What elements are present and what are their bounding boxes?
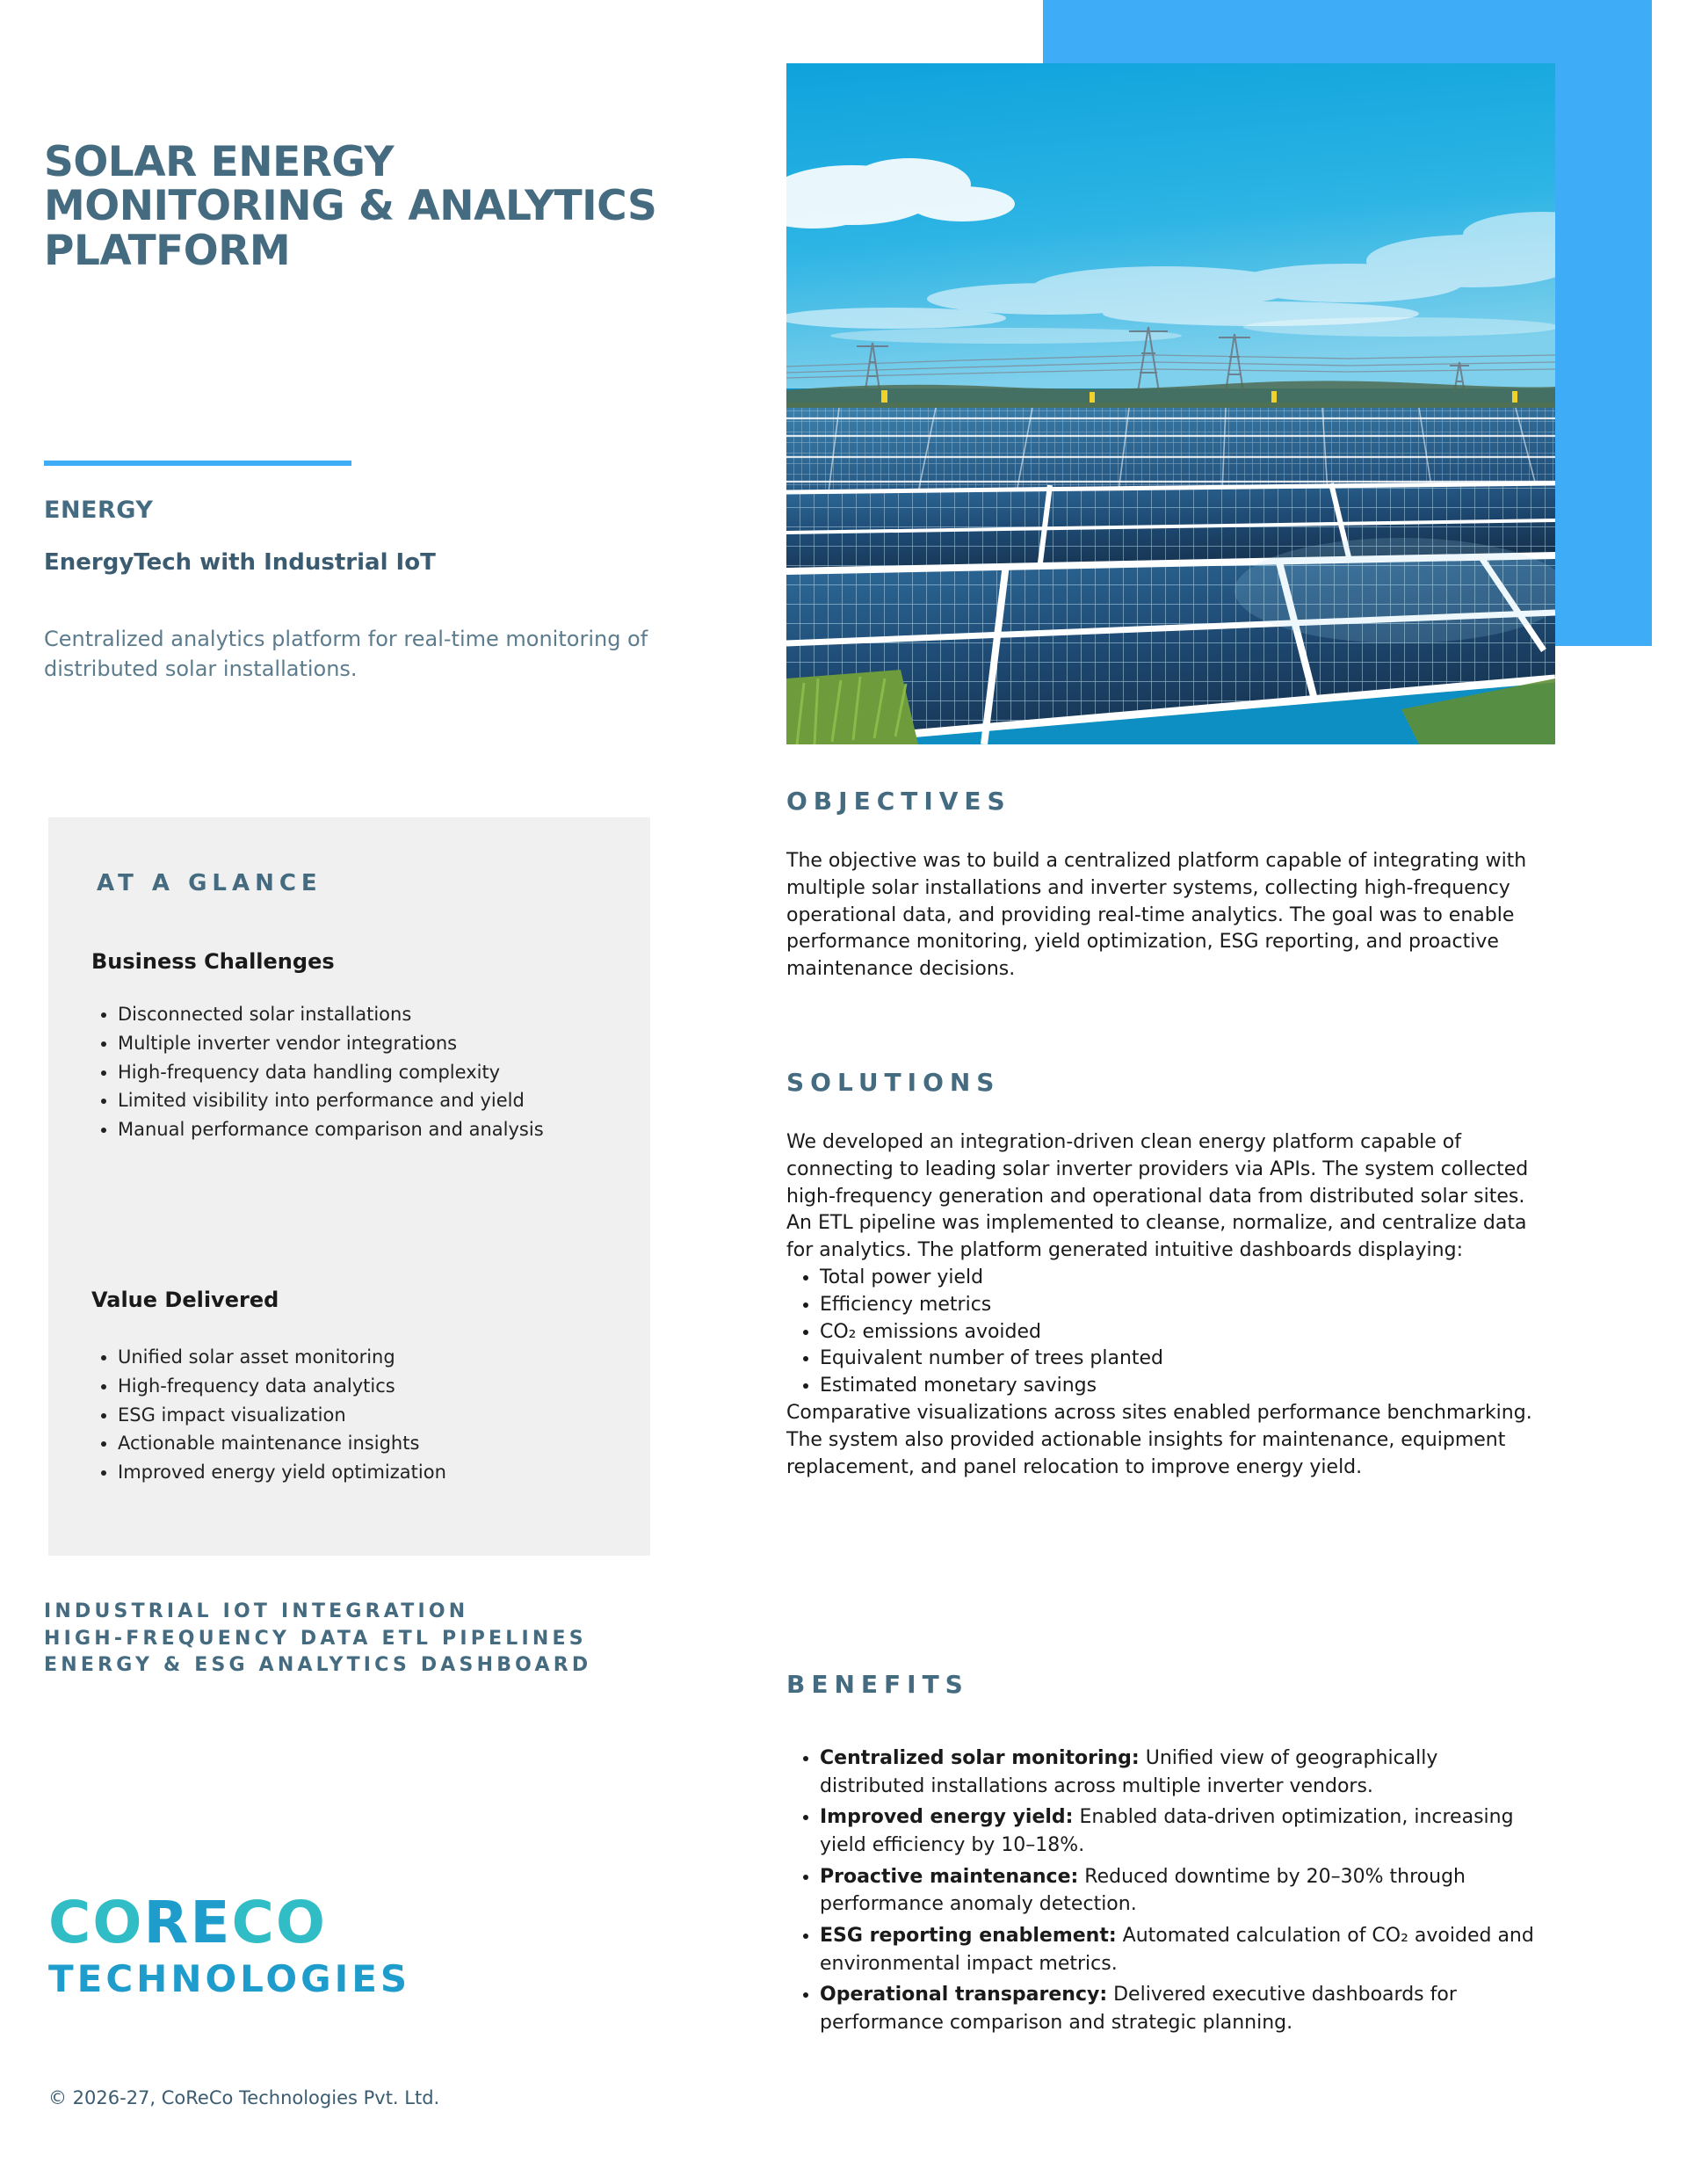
- dashboard-metrics-list: [786, 1265, 1538, 1400]
- benefit-label: Proactive maintenance:: [820, 1865, 1079, 1888]
- solutions-heading: SOLUTIONS: [786, 1068, 1001, 1097]
- list-item: • Efficiency metrics: [820, 1292, 1538, 1319]
- value-delivered-list: [91, 1345, 627, 1489]
- list-item: • Actionable maintenance insights: [118, 1431, 627, 1457]
- benefit-text: Automated calculation of CO₂ avoided and environmental impact metrics.: [820, 1925, 1534, 1975]
- benefits-heading: BENEFITS: [786, 1670, 969, 1699]
- solutions-section: [786, 1068, 1538, 1481]
- capability-tag: ENERGY & ESG ANALYTICS DASHBOARD: [44, 1654, 592, 1677]
- coreco-logo: [48, 1889, 505, 2000]
- benefit-text: Delivered executive dashboards for performance comparison and strategic planning.: [820, 1984, 1457, 2035]
- sub-headline: EnergyTech with Industrial IoT: [44, 549, 436, 576]
- list-item: [820, 1745, 1538, 1800]
- benefit-text: Enabled data-driven optimization, increasing yield efficiency by 10–18%.: [820, 1806, 1514, 1857]
- business-challenges-label: Business Challenges: [91, 949, 335, 974]
- solutions-paragraph-3: Comparative visualizations across sites enabled performance benchmarking. The system also provided actionable insights for maintenance, equipment replacement, and panel relocation to improve energy yield.: [786, 1401, 1532, 1478]
- left-column: [0, 0, 756, 2184]
- lede-paragraph: Centralized analytics platform for real-time monitoring of distributed solar installations.: [44, 627, 648, 682]
- copyright-notice: © 2026-27, CoReCo Technologies Pvt. Ltd.: [48, 2087, 440, 2108]
- list-item: • Manual performance comparison and analysis: [118, 1117, 627, 1143]
- list-item: • Multiple inverter vendor integrations: [118, 1031, 627, 1057]
- objectives-heading: OBJECTIVES: [786, 787, 1011, 816]
- business-challenges-list: [91, 1002, 627, 1146]
- solutions-paragraph-2: An ETL pipeline was implemented to cleanse, normalize, and centralize data for analytics. The platform generated intuitive dashboards displaying:: [786, 1212, 1527, 1262]
- list-item: • Improved energy yield optimization: [118, 1460, 627, 1486]
- logo-wordmark-part-1: CO: [48, 1889, 144, 1956]
- value-delivered-label: Value Delivered: [91, 1288, 279, 1312]
- hero-solar-farm-photo: [786, 63, 1555, 744]
- list-item: • Equivalent number of trees planted: [820, 1346, 1538, 1373]
- list-item: [820, 1922, 1538, 1977]
- objectives-section: [786, 787, 1538, 983]
- logo-wordmark-part-2: RE: [143, 1889, 232, 1956]
- sector-label: ENERGY: [44, 497, 154, 524]
- benefit-label: Improved energy yield:: [820, 1806, 1074, 1829]
- page-title: SOLAR ENERGY MONITORING & ANALYTICS PLATFORM: [44, 138, 657, 275]
- objectives-paragraph: The objective was to build a centralized platform capable of integrating with multiple solar installations and inverter systems, collecting high-frequency operational data, and providing real-time analytics. The goal was to enable performance monitoring, yield optimization, ESG reporting, and proactive maintenance decisions.: [786, 850, 1527, 981]
- solutions-paragraph-1: We developed an integration-driven clean energy platform capable of connecting to leading solar inverter providers via APIs. The system collected high-frequency generation and operational data from distributed solar sites.: [786, 1131, 1529, 1208]
- list-item: [820, 1863, 1538, 1919]
- at-a-glance-title: AT A GLANCE: [97, 870, 322, 896]
- capability-tags: [44, 1600, 659, 1680]
- list-item: • Total power yield: [820, 1265, 1538, 1292]
- list-item: • High-frequency data analytics: [118, 1374, 627, 1400]
- solutions-body: [786, 1129, 1538, 1481]
- list-item: • High-frequency data handling complexity: [118, 1060, 627, 1086]
- logo-subtitle: TECHNOLOGIES: [48, 1957, 411, 2000]
- list-item: • Limited visibility into performance and yield: [118, 1088, 627, 1114]
- benefits-list: [786, 1745, 1538, 2037]
- logo-wordmark-part-3: CO: [231, 1889, 327, 1956]
- title-accent-rule: [44, 461, 351, 466]
- capability-tag: HIGH-FREQUENCY DATA ETL PIPELINES: [44, 1627, 587, 1650]
- list-item: • Disconnected solar installations: [118, 1002, 627, 1028]
- list-item: • Unified solar asset monitoring: [118, 1345, 627, 1371]
- list-item: • Estimated monetary savings: [820, 1373, 1538, 1400]
- benefit-label: Centralized solar monitoring:: [820, 1747, 1140, 1769]
- benefit-label: ESG reporting enablement:: [820, 1925, 1117, 1948]
- benefit-text: Unified view of geographically distributed installations across multiple inverter vendors.: [820, 1747, 1438, 1797]
- list-item: [820, 1803, 1538, 1859]
- list-item: • ESG impact visualization: [118, 1403, 627, 1429]
- logo-wordmark: [48, 1889, 505, 1956]
- list-item: • CO₂ emissions avoided: [820, 1319, 1538, 1346]
- benefit-text: Reduced downtime by 20–30% through performance anomaly detection.: [820, 1865, 1466, 1916]
- objectives-body: [786, 848, 1538, 983]
- list-item: [820, 1981, 1538, 2036]
- benefits-section: [786, 1670, 1538, 2041]
- capability-tag: INDUSTRIAL IOT INTEGRATION: [44, 1600, 469, 1622]
- solar-farm-illustration: [786, 63, 1555, 744]
- benefit-label: Operational transparency:: [820, 1984, 1108, 2006]
